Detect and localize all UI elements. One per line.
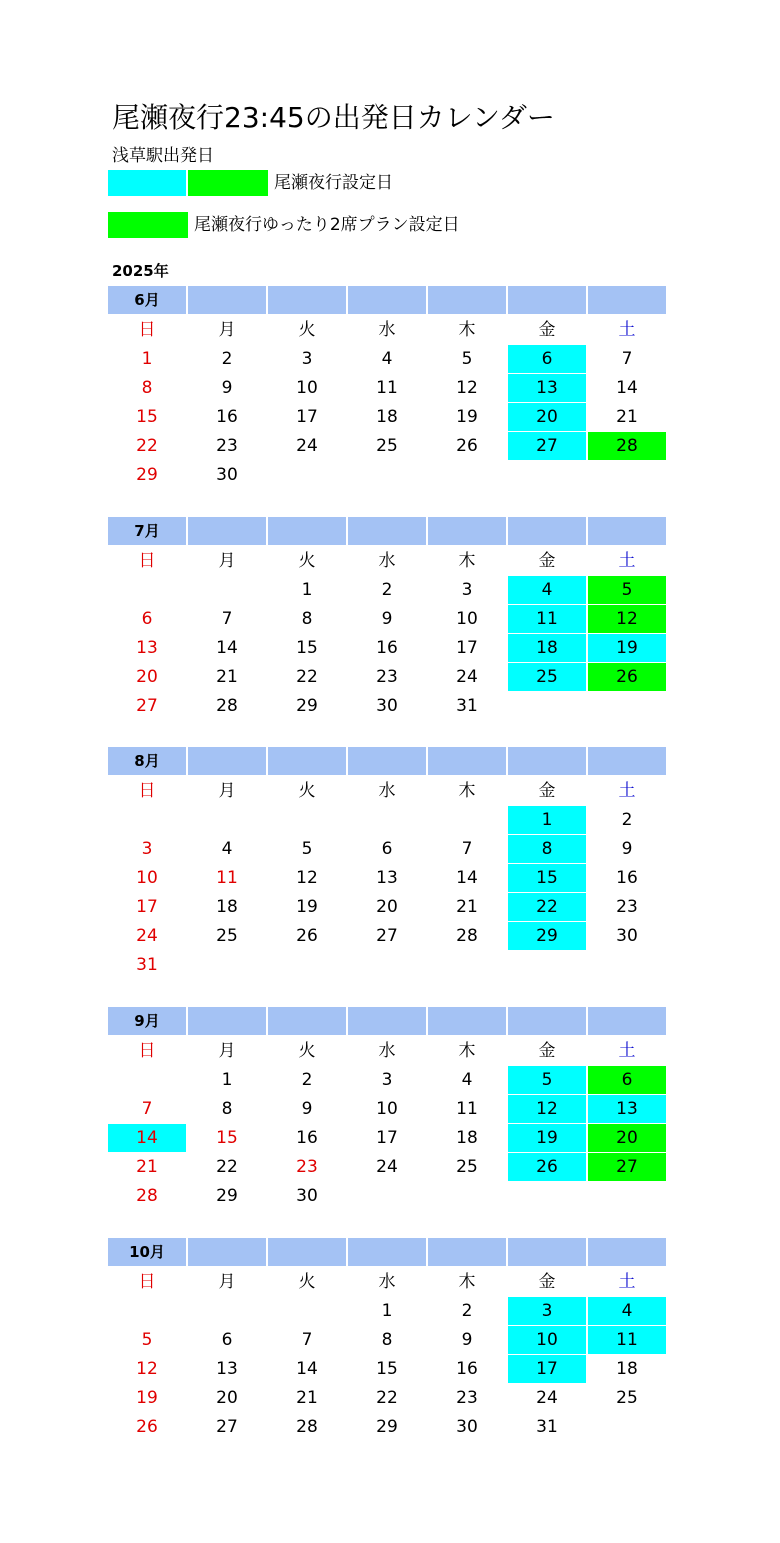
day-cell: 15 <box>216 1128 238 1148</box>
weekday-label: 木 <box>458 320 476 340</box>
day-cell: 10 <box>136 868 158 888</box>
day-cell: 15 <box>296 638 318 658</box>
day-cell: 22 <box>296 667 318 687</box>
day-cell: 8 <box>141 378 153 398</box>
day-cell: 16 <box>216 407 238 427</box>
weekday-label: 水 <box>378 1041 396 1061</box>
month-header-cell <box>348 517 426 545</box>
day-cell: 17 <box>456 638 478 658</box>
day-cell: 27 <box>136 696 158 716</box>
day-cell: 31 <box>536 1417 558 1437</box>
day-cell: 14 <box>296 1359 318 1379</box>
day-cell: 1 <box>221 1070 233 1090</box>
day-cell: 23 <box>616 897 638 917</box>
day-cell: 9 <box>381 609 393 629</box>
day-cell: 18 <box>508 634 586 662</box>
day-cell: 19 <box>296 897 318 917</box>
weekday-label: 金 <box>538 781 556 801</box>
day-cell: 18 <box>216 897 238 917</box>
day-cell: 14 <box>616 378 638 398</box>
day-cell: 25 <box>376 436 398 456</box>
month-header-cell <box>588 747 666 775</box>
day-cell: 21 <box>616 407 638 427</box>
legend-swatch-green-plan <box>108 212 188 238</box>
month-header-cell <box>348 747 426 775</box>
day-cell: 8 <box>301 609 313 629</box>
day-cell: 5 <box>461 349 473 369</box>
day-cell: 28 <box>456 926 478 946</box>
day-cell: 23 <box>376 667 398 687</box>
day-cell: 22 <box>508 893 586 921</box>
day-cell: 14 <box>108 1124 186 1152</box>
month-header-cell <box>348 1007 426 1035</box>
day-cell: 17 <box>508 1355 586 1383</box>
weekday-label: 日 <box>138 320 156 340</box>
day-cell: 24 <box>456 667 478 687</box>
day-cell: 1 <box>301 580 313 600</box>
weekday-label: 金 <box>538 1041 556 1061</box>
day-cell: 27 <box>588 1153 666 1181</box>
weekday-label: 木 <box>458 1272 476 1292</box>
weekday-label: 土 <box>618 781 636 801</box>
day-cell: 16 <box>616 868 638 888</box>
day-cell: 19 <box>508 1124 586 1152</box>
day-cell: 9 <box>621 839 633 859</box>
month-label: 6月 <box>108 286 186 314</box>
day-cell: 19 <box>588 634 666 662</box>
month-header-cell <box>188 1007 266 1035</box>
legend-swatch-green <box>188 170 268 196</box>
day-cell: 17 <box>296 407 318 427</box>
day-cell: 26 <box>508 1153 586 1181</box>
day-cell: 5 <box>588 576 666 604</box>
day-cell: 16 <box>296 1128 318 1148</box>
weekday-label: 日 <box>138 781 156 801</box>
day-cell: 17 <box>376 1128 398 1148</box>
weekday-label: 月 <box>218 1272 236 1292</box>
day-cell: 10 <box>508 1326 586 1354</box>
weekday-label: 月 <box>218 781 236 801</box>
weekday-label: 水 <box>378 781 396 801</box>
day-cell: 23 <box>456 1388 478 1408</box>
month-label: 9月 <box>108 1007 186 1035</box>
day-cell: 24 <box>136 926 158 946</box>
day-cell: 29 <box>296 696 318 716</box>
day-cell: 20 <box>216 1388 238 1408</box>
day-cell: 1 <box>508 806 586 834</box>
day-cell: 9 <box>301 1099 313 1119</box>
day-cell: 7 <box>221 609 233 629</box>
day-cell: 6 <box>141 609 153 629</box>
weekday-label: 金 <box>538 320 556 340</box>
day-cell: 26 <box>136 1417 158 1437</box>
day-cell: 30 <box>616 926 638 946</box>
day-cell: 30 <box>216 465 238 485</box>
weekday-label: 月 <box>218 1041 236 1061</box>
day-cell: 24 <box>536 1388 558 1408</box>
legend-label-regular: 尾瀬夜行設定日 <box>274 173 393 193</box>
month-header-cell <box>268 517 346 545</box>
day-cell: 12 <box>136 1359 158 1379</box>
day-cell: 11 <box>456 1099 478 1119</box>
weekday-label: 木 <box>458 1041 476 1061</box>
day-cell: 26 <box>456 436 478 456</box>
day-cell: 22 <box>376 1388 398 1408</box>
weekday-label: 日 <box>138 1041 156 1061</box>
weekday-label: 金 <box>538 551 556 571</box>
day-cell: 19 <box>456 407 478 427</box>
day-cell: 15 <box>508 864 586 892</box>
weekday-label: 火 <box>298 1272 316 1292</box>
day-cell: 6 <box>588 1066 666 1094</box>
month-header-cell <box>588 1007 666 1035</box>
day-cell: 13 <box>136 638 158 658</box>
weekday-label: 日 <box>138 1272 156 1292</box>
day-cell: 21 <box>456 897 478 917</box>
day-cell: 6 <box>381 839 393 859</box>
day-cell: 13 <box>216 1359 238 1379</box>
legend-swatch-cyan <box>108 170 186 196</box>
day-cell: 8 <box>508 835 586 863</box>
month-header-cell <box>588 517 666 545</box>
day-cell: 4 <box>508 576 586 604</box>
month-label: 7月 <box>108 517 186 545</box>
month-header-cell <box>428 517 506 545</box>
day-cell: 31 <box>136 955 158 975</box>
day-cell: 2 <box>461 1301 473 1321</box>
weekday-label: 月 <box>218 551 236 571</box>
weekday-label: 火 <box>298 781 316 801</box>
month-header-cell <box>188 517 266 545</box>
day-cell: 4 <box>221 839 233 859</box>
day-cell: 3 <box>301 349 313 369</box>
day-cell: 18 <box>616 1359 638 1379</box>
day-cell: 30 <box>376 696 398 716</box>
day-cell: 31 <box>456 696 478 716</box>
weekday-label: 土 <box>618 551 636 571</box>
day-cell: 16 <box>456 1359 478 1379</box>
month-header-cell <box>348 1238 426 1266</box>
month-header-cell <box>508 747 586 775</box>
weekday-label: 土 <box>618 320 636 340</box>
day-cell: 5 <box>508 1066 586 1094</box>
day-cell: 25 <box>216 926 238 946</box>
day-cell: 22 <box>216 1157 238 1177</box>
day-cell: 24 <box>376 1157 398 1177</box>
day-cell: 5 <box>301 839 313 859</box>
day-cell: 27 <box>216 1417 238 1437</box>
day-cell: 7 <box>461 839 473 859</box>
month-header-cell <box>428 1238 506 1266</box>
page-title: 尾瀬夜行23:45の出発日カレンダー <box>112 101 555 134</box>
day-cell: 13 <box>588 1095 666 1123</box>
weekday-label: 水 <box>378 1272 396 1292</box>
day-cell: 13 <box>508 374 586 402</box>
day-cell: 13 <box>376 868 398 888</box>
day-cell: 28 <box>216 696 238 716</box>
day-cell: 11 <box>588 1326 666 1354</box>
day-cell: 14 <box>456 868 478 888</box>
day-cell: 9 <box>221 378 233 398</box>
month-header-cell <box>268 747 346 775</box>
month-label: 8月 <box>108 747 186 775</box>
day-cell: 11 <box>216 868 238 888</box>
day-cell: 9 <box>461 1330 473 1350</box>
day-cell: 7 <box>621 349 633 369</box>
weekday-label: 土 <box>618 1272 636 1292</box>
day-cell: 5 <box>141 1330 153 1350</box>
page-subtitle: 浅草駅出発日 <box>112 146 214 166</box>
weekday-label: 水 <box>378 551 396 571</box>
day-cell: 27 <box>508 432 586 460</box>
weekday-label: 木 <box>458 551 476 571</box>
weekday-label: 火 <box>298 1041 316 1061</box>
day-cell: 3 <box>141 839 153 859</box>
day-cell: 15 <box>376 1359 398 1379</box>
weekday-label: 火 <box>298 320 316 340</box>
day-cell: 10 <box>296 378 318 398</box>
day-cell: 24 <box>296 436 318 456</box>
day-cell: 23 <box>216 436 238 456</box>
day-cell: 27 <box>376 926 398 946</box>
day-cell: 4 <box>381 349 393 369</box>
day-cell: 29 <box>376 1417 398 1437</box>
day-cell: 2 <box>381 580 393 600</box>
day-cell: 7 <box>301 1330 313 1350</box>
day-cell: 11 <box>508 605 586 633</box>
month-header-cell <box>588 286 666 314</box>
weekday-label: 土 <box>618 1041 636 1061</box>
day-cell: 4 <box>461 1070 473 1090</box>
weekday-label: 木 <box>458 781 476 801</box>
day-cell: 28 <box>296 1417 318 1437</box>
day-cell: 17 <box>136 897 158 917</box>
day-cell: 6 <box>508 345 586 373</box>
day-cell: 12 <box>588 605 666 633</box>
month-header-cell <box>268 1007 346 1035</box>
day-cell: 28 <box>588 432 666 460</box>
month-header-cell <box>268 1238 346 1266</box>
month-label: 10月 <box>108 1238 186 1266</box>
day-cell: 29 <box>508 922 586 950</box>
day-cell: 26 <box>296 926 318 946</box>
day-cell: 11 <box>376 378 398 398</box>
month-header-cell <box>508 286 586 314</box>
day-cell: 2 <box>221 349 233 369</box>
day-cell: 12 <box>296 868 318 888</box>
day-cell: 12 <box>456 378 478 398</box>
weekday-label: 水 <box>378 320 396 340</box>
month-header-cell <box>508 517 586 545</box>
month-header-cell <box>508 1007 586 1035</box>
legend-label-plan: 尾瀬夜行ゆったり2席プラン設定日 <box>194 215 460 235</box>
day-cell: 4 <box>588 1297 666 1325</box>
weekday-label: 月 <box>218 320 236 340</box>
day-cell: 12 <box>508 1095 586 1123</box>
day-cell: 21 <box>296 1388 318 1408</box>
month-header-cell <box>188 747 266 775</box>
day-cell: 3 <box>461 580 473 600</box>
day-cell: 25 <box>508 663 586 691</box>
month-header-cell <box>428 286 506 314</box>
day-cell: 29 <box>216 1186 238 1206</box>
day-cell: 2 <box>301 1070 313 1090</box>
day-cell: 14 <box>216 638 238 658</box>
month-header-cell <box>588 1238 666 1266</box>
day-cell: 28 <box>136 1186 158 1206</box>
day-cell: 20 <box>376 897 398 917</box>
day-cell: 15 <box>136 407 158 427</box>
weekday-label: 日 <box>138 551 156 571</box>
month-header-cell <box>428 1007 506 1035</box>
day-cell: 16 <box>376 638 398 658</box>
day-cell: 30 <box>456 1417 478 1437</box>
day-cell: 8 <box>221 1099 233 1119</box>
day-cell: 6 <box>221 1330 233 1350</box>
day-cell: 18 <box>376 407 398 427</box>
year-label: 2025年 <box>112 262 169 280</box>
weekday-label: 火 <box>298 551 316 571</box>
day-cell: 18 <box>456 1128 478 1148</box>
day-cell: 3 <box>381 1070 393 1090</box>
month-header-cell <box>348 286 426 314</box>
day-cell: 25 <box>456 1157 478 1177</box>
weekday-label: 金 <box>538 1272 556 1292</box>
month-header-cell <box>428 747 506 775</box>
day-cell: 2 <box>621 810 633 830</box>
day-cell: 29 <box>136 465 158 485</box>
day-cell: 21 <box>216 667 238 687</box>
day-cell: 20 <box>136 667 158 687</box>
month-header-cell <box>508 1238 586 1266</box>
day-cell: 7 <box>141 1099 153 1119</box>
day-cell: 1 <box>141 349 153 369</box>
month-header-cell <box>188 1238 266 1266</box>
day-cell: 25 <box>616 1388 638 1408</box>
day-cell: 1 <box>381 1301 393 1321</box>
day-cell: 8 <box>381 1330 393 1350</box>
day-cell: 23 <box>296 1157 318 1177</box>
day-cell: 19 <box>136 1388 158 1408</box>
day-cell: 20 <box>588 1124 666 1152</box>
day-cell: 10 <box>456 609 478 629</box>
day-cell: 10 <box>376 1099 398 1119</box>
day-cell: 30 <box>296 1186 318 1206</box>
day-cell: 26 <box>588 663 666 691</box>
day-cell: 20 <box>508 403 586 431</box>
day-cell: 22 <box>136 436 158 456</box>
month-header-cell <box>268 286 346 314</box>
month-header-cell <box>188 286 266 314</box>
day-cell: 21 <box>136 1157 158 1177</box>
day-cell: 3 <box>508 1297 586 1325</box>
